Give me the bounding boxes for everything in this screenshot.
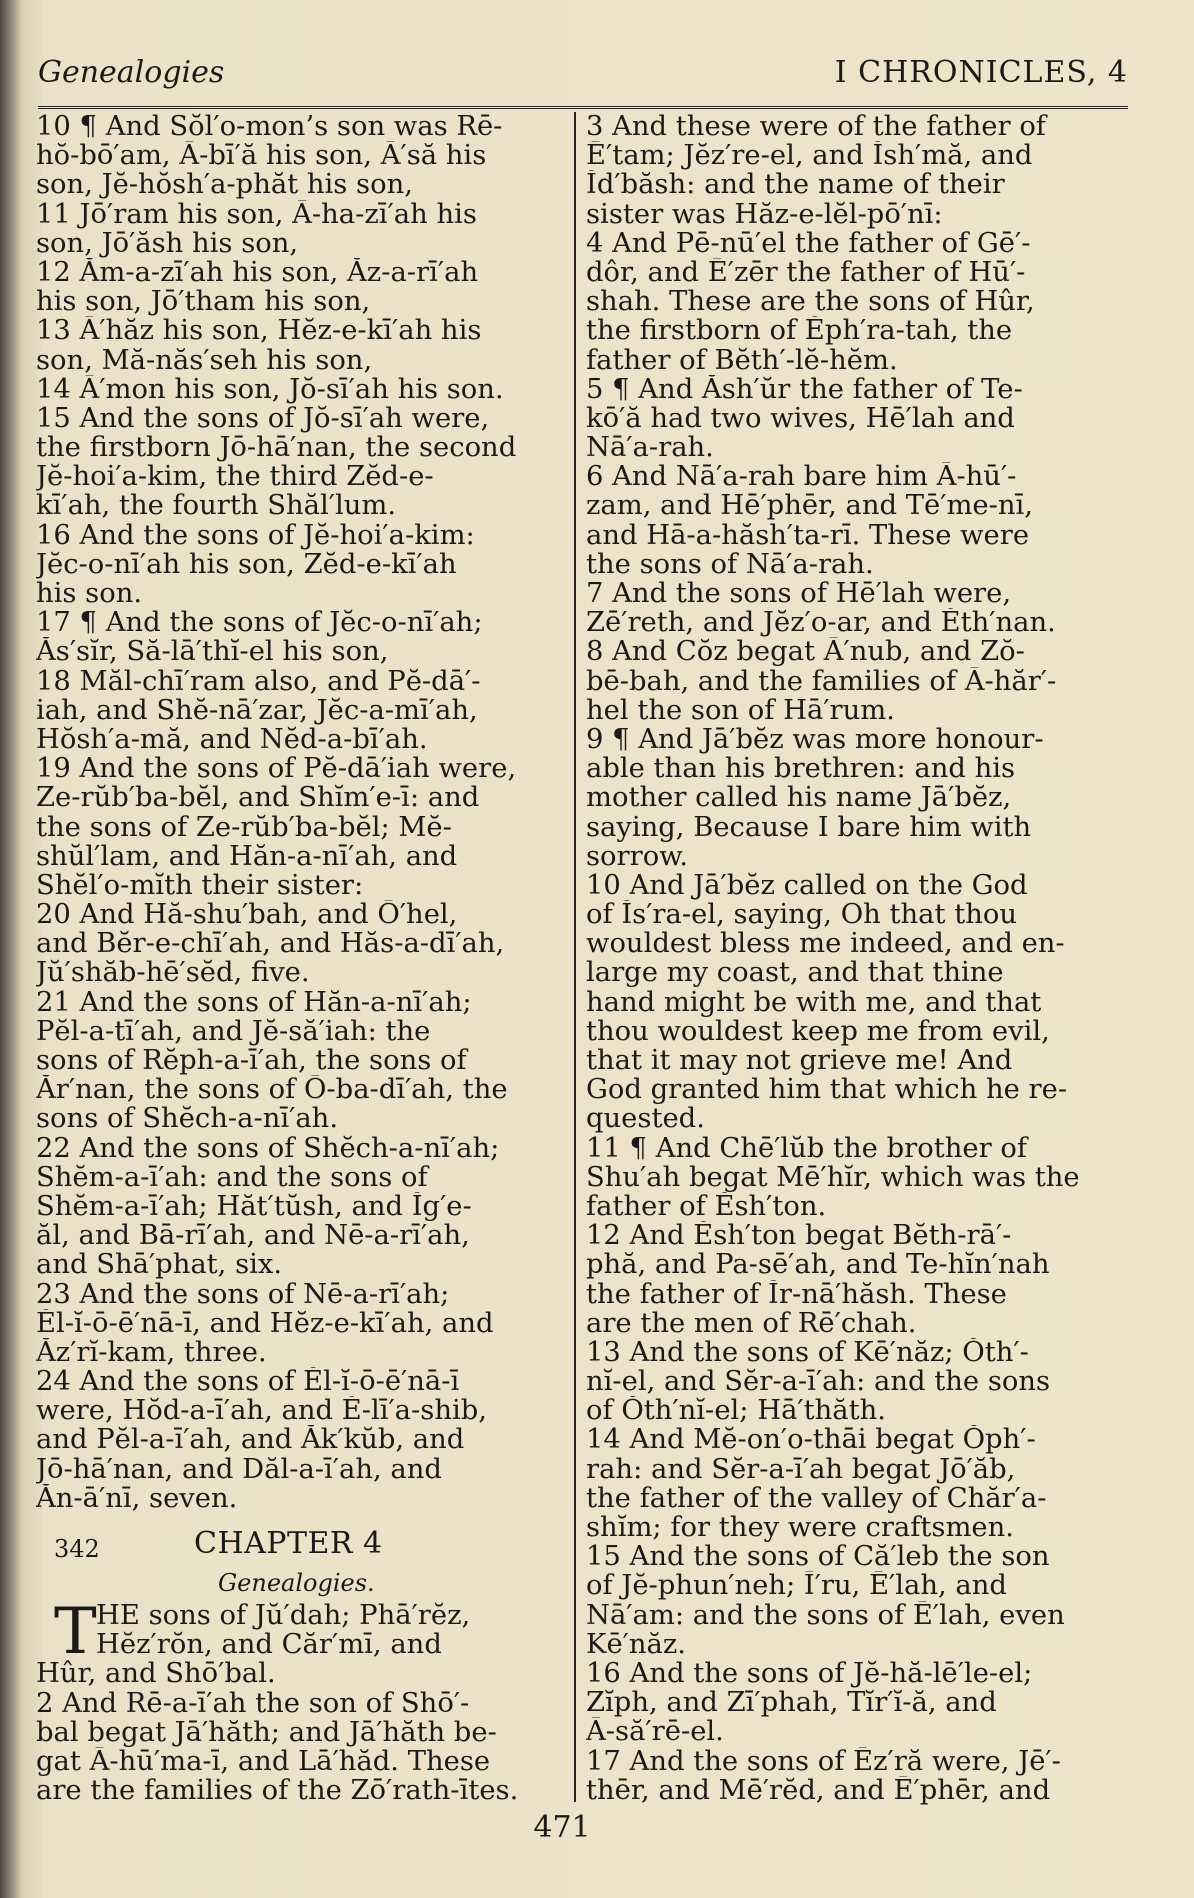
text-line: 13 Ā′hăz his son, Hĕz-e-kī′ah his (36, 316, 482, 346)
text-line: 15 And the sons of Jŏ-sī′ah were, (36, 403, 490, 434)
text-line: Shĕm-a-ī′ah: and the sons of (36, 1162, 428, 1192)
text-line: 10 ¶ And Sŏl′o-mon’s son was Rē- (36, 112, 503, 142)
text-line: God granted him that which he re- (586, 1075, 1068, 1105)
text-line: hel the son of Hā′rum. (586, 695, 895, 725)
text-line: wouldest bless me indeed, and en- (586, 929, 1065, 959)
text-line: 9 ¶ And Jā′bĕz was more honour- (586, 724, 1044, 755)
text-line: mother called his name Jā′bĕz, (586, 783, 1012, 813)
text-line: son, Jĕ-hŏsh′a-phăt his son, (36, 170, 413, 200)
text-line: zam, and Hē′phēr, and Tē′me-nī, (586, 491, 1034, 521)
text-line: Ăn-ā′nī, seven. (36, 1483, 238, 1513)
text-line: 15 And the sons of Că′leb the son (586, 1542, 1050, 1572)
text-line: Nā′am: and the sons of Ē′lah, even (586, 1600, 1065, 1630)
text-line: 7 And the sons of Hē′lah were, (586, 579, 1012, 609)
text-line: 23 And the sons of Nē-a-rī′ah; (36, 1279, 450, 1309)
chapter-title: CHAPTER 4 (194, 1526, 383, 1561)
text-line: 16 And the sons of Jĕ-hoi′a-kim: (36, 520, 475, 550)
text-line: son, Jō′ăsh his son, (36, 228, 299, 258)
text-line: of Ŏth′nĭ-el; Hā′thăth. (586, 1396, 886, 1426)
running-header (38, 55, 1128, 97)
text-line: 14 Ā′mon his son, Jŏ-sī′ah his son. (36, 374, 504, 404)
text-line: able than his brethren: and his (586, 754, 1016, 784)
text-line: dôr, and Ē′zēr the father of Hū′- (586, 257, 1026, 288)
text-line: Shĕl′o-mĭth their sister: (36, 870, 364, 901)
text-line: 14 And Mĕ-on′o-thāi begat Ŏph′- (586, 1425, 1036, 1455)
text-line: Zē′reth, and Jĕz′o-ar, and Ĕth′nan. (586, 608, 1056, 638)
text-line: Jĕc-o-nī′ah his son, Zĕd-e-kī′ah (36, 549, 457, 579)
text-line: 20 And Hă-shu′bah, and Ō′hel, (36, 900, 458, 930)
text-line: 11 ¶ And Chē′lŭb the brother of (586, 1133, 1027, 1163)
text-line: father of Ĕsh′ton. (586, 1191, 827, 1222)
text-line: Kē′năz. (586, 1629, 686, 1659)
text-line: the sons of Nā′a-rah. (586, 549, 874, 579)
text-line: 19 And the sons of Pĕ-dā′iah were, (36, 754, 517, 784)
text-line: 12 Ăm-a-zī′ah his son, Ăz-a-rī′ah (36, 257, 479, 288)
text-line: thou wouldest keep me from evil, (586, 1016, 1050, 1046)
text-line: bē-bah, and the families of Ā-hăr′- (586, 666, 1057, 696)
text-line: and Bĕr-e-chī′ah, and Hăs-a-dī′ah, (36, 929, 505, 959)
text-line: the sons of Ze-rŭb′ba-bĕl; Mĕ- (36, 812, 452, 842)
text-line: and Shā′phat, six. (36, 1250, 283, 1280)
drop-cap: T (54, 1595, 97, 1669)
text-line: nĭ-el, and Sĕr-a-ī′ah: and the sons (586, 1367, 1051, 1397)
text-line: 13 And the sons of Kē′năz; Ŏth′- (586, 1337, 1029, 1368)
text-line: Hŏsh′a-mă, and Nĕd-a-bī′ah. (36, 724, 428, 755)
text-line: and Pĕl-a-ī′ah, and Ăk′kŭb, and (36, 1425, 465, 1455)
header-book-chapter: I CHRONICLES, 4 (834, 55, 1128, 90)
text-line: 5 ¶ And Ăsh′ŭr the father of Te- (586, 374, 1023, 404)
chapter-opening (36, 1595, 564, 1806)
text-line: sons of Shĕch-a-nī′ah. (36, 1104, 339, 1134)
text-line: Ăr′nan, the sons of Ō-ba-dī′ah, the (36, 1075, 508, 1105)
text-line: saying, Because I bare him with (586, 812, 1032, 842)
text-line: Ăz′rĭ-kam, three. (36, 1337, 267, 1368)
text-line: 24 And the sons of Ĕl-ĭ-ō-ē′nā-ī (36, 1367, 460, 1397)
right-column (586, 112, 1128, 1805)
text-line: Zĭph, and Zī′phah, Tĭr′ĭ-ă, and (586, 1688, 997, 1718)
text-line: 16 And the sons of Jĕ-hă-lē′le-el; (586, 1658, 1033, 1689)
text-line: sons of Rĕph-a-ī′ah, the sons of (36, 1046, 467, 1076)
text-line: Ĕl-ĭ-ō-ē′nā-ī, and Hĕz-e-kī′ah, and (36, 1308, 494, 1338)
text-line: gat Ā-hū′ma-ī, and Lā′hăd. These (36, 1746, 491, 1777)
text-line: HE sons of Jŭ′dah; Phā′rĕz, (96, 1601, 471, 1631)
text-line: Jŭ′shăb-hē′sĕd, five. (36, 958, 310, 988)
text-line: are the men of Rē′chah. (586, 1308, 917, 1338)
text-line: 4 And Pē-nū′el the father of Gē′- (586, 228, 1031, 258)
text-line: sorrow. (586, 841, 689, 871)
text-line: ăl, and Bā-rī′ah, and Nē-a-rī′ah, (36, 1221, 470, 1251)
text-line: were, Hŏd-a-ī′ah, and Ĕ-lī′a-shib, (36, 1396, 487, 1426)
text-line: Jō-hā′nan, and Dăl-a-ī′ah, and (36, 1454, 442, 1484)
left-column-verses (36, 112, 564, 1513)
text-line: bal begat Jā′hăth; and Jā′hăth be- (36, 1717, 497, 1747)
text-line: sister was Hăz-e-lĕl-pō′nī: (586, 199, 943, 229)
text-line: quested. (586, 1104, 705, 1134)
text-line: are the families of the Zō′rath-ītes. (36, 1776, 519, 1806)
text-line: Ze-rŭb′ba-bĕl, and Shĭm′e-ī: and (36, 783, 480, 813)
chapter-marginal-number: 342 (54, 1535, 100, 1563)
text-line: 11 Jō′ram his son, Ā-ha-zī′ah his (36, 199, 477, 229)
text-line: 21 And the sons of Hăn-a-nī′ah; (36, 987, 472, 1017)
text-line: kī′ah, the fourth Shăl′lum. (36, 491, 397, 521)
text-line: phă, and Pa-sē′ah, and Te-hĭn′nah (586, 1250, 1050, 1280)
text-line: 2 And Rē-a-ī′ah the son of Shō′- (36, 1688, 470, 1718)
text-line: father of Bĕth′-lĕ-hĕm. (586, 345, 898, 375)
text-line: son, Mă-năs′seh his son, (36, 345, 373, 375)
chapter-opening-verses (36, 1595, 564, 1806)
text-line: Ĭd′băsh: and the name of their (586, 170, 1005, 200)
text-line: of Ĭs′ra-el, saying, Oh that thou (586, 900, 1017, 930)
text-line: 17 And the sons of Ēz′ră were, Jē′- (586, 1746, 1061, 1776)
header-rule (38, 106, 1128, 109)
chapter-heading (36, 1527, 564, 1569)
left-column (36, 112, 564, 1805)
text-line: kō′ă had two wives, Hē′lah and (586, 403, 1015, 434)
text-line: hand might be with me, and that (586, 987, 1042, 1017)
text-line: Pĕl-a-tī′ah, and Jĕ-să′iah: the (36, 1016, 431, 1046)
text-line: and Hā-a-hăsh′ta-rī. These were (586, 520, 1030, 550)
text-line: hŏ-bō′am, Ā-bī′ă his son, Ā′să his (36, 141, 487, 171)
text-line: 22 And the sons of Shĕch-a-nī′ah; (36, 1133, 500, 1163)
text-line: the father of Ĭr-nā′hăsh. These (586, 1279, 1007, 1309)
text-line: 18 Măl-chī′ram also, and Pĕ-dā′- (36, 666, 481, 696)
text-line: Jĕ-hoi′a-kim, the third Zĕd-e- (36, 462, 434, 492)
text-line: shah. These are the sons of Hûr, (586, 287, 1035, 317)
text-line: 8 And Cŏz begat Ā′nub, and Zŏ- (586, 637, 1025, 667)
text-line: his son. (36, 579, 143, 609)
text-line: 6 And Nā′a-rah bare him Ā-hū′- (586, 462, 1017, 492)
page-footer (0, 1810, 1194, 1845)
text-line: shŭl′lam, and Hăn-a-nī′ah, and (36, 841, 458, 871)
right-column-verses (586, 112, 1128, 1805)
text-line: Hĕz′rŏn, and Căr′mī, and (96, 1630, 442, 1660)
text-line: Ā-să′rē-el. (586, 1717, 724, 1747)
text-line: the firstborn Jō-hā′nan, the second (36, 433, 517, 463)
text-line: 10 And Jā′bĕz called on the God (586, 870, 1028, 901)
text-line: iah, and Shĕ-nā′zar, Jĕc-a-mī′ah, (36, 695, 478, 725)
text-line: shĭm; for they were craftsmen. (586, 1513, 1014, 1543)
text-line: 17 ¶ And the sons of Jĕc-o-nī′ah; (36, 608, 483, 638)
text-line: Shĕm-a-ī′ah; Hăt′tŭsh, and Ĭg′e- (36, 1191, 472, 1222)
text-line: 3 And these were of the father of (586, 112, 1046, 142)
text-line: the firstborn of Ĕph′ra-tah, the (586, 316, 1013, 346)
page-number: 471 (533, 1810, 591, 1845)
text-line: of Jĕ-phun′neh; Ī′ru, Ē′lah, and (586, 1571, 1007, 1601)
text-line: Shu′ah begat Mē′hĭr, which was the (586, 1162, 1080, 1192)
text-line: rah: and Sĕr-a-ī′ah begat Jō′ăb, (586, 1454, 1016, 1484)
text-line: Hûr, and Shō′bal. (36, 1659, 276, 1689)
text-line: Ē′tam; Jĕz′re-el, and Ĭsh′mă, and (586, 141, 1033, 171)
text-line: Ăs′sĭr, Să-lā′thĭ-el his son, (36, 637, 389, 667)
text-line: his son, Jō′tham his son, (36, 287, 371, 317)
header-section-title: Genealogies (38, 55, 225, 90)
column-divider (574, 112, 576, 1802)
chapter-subtitle: Genealogies. (218, 1569, 375, 1597)
text-line: thēr, and Mē′rĕd, and Ē′phēr, and (586, 1775, 1051, 1805)
text-line: that it may not grieve me! And (586, 1046, 1013, 1076)
text-line: 12 And Ĕsh′ton begat Bĕth-rā′- (586, 1221, 1012, 1251)
text-line: Nā′a-rah. (586, 433, 714, 463)
text-line: large my coast, and that thine (586, 958, 1004, 988)
text-line: the father of the valley of Chăr′a- (586, 1483, 1047, 1513)
